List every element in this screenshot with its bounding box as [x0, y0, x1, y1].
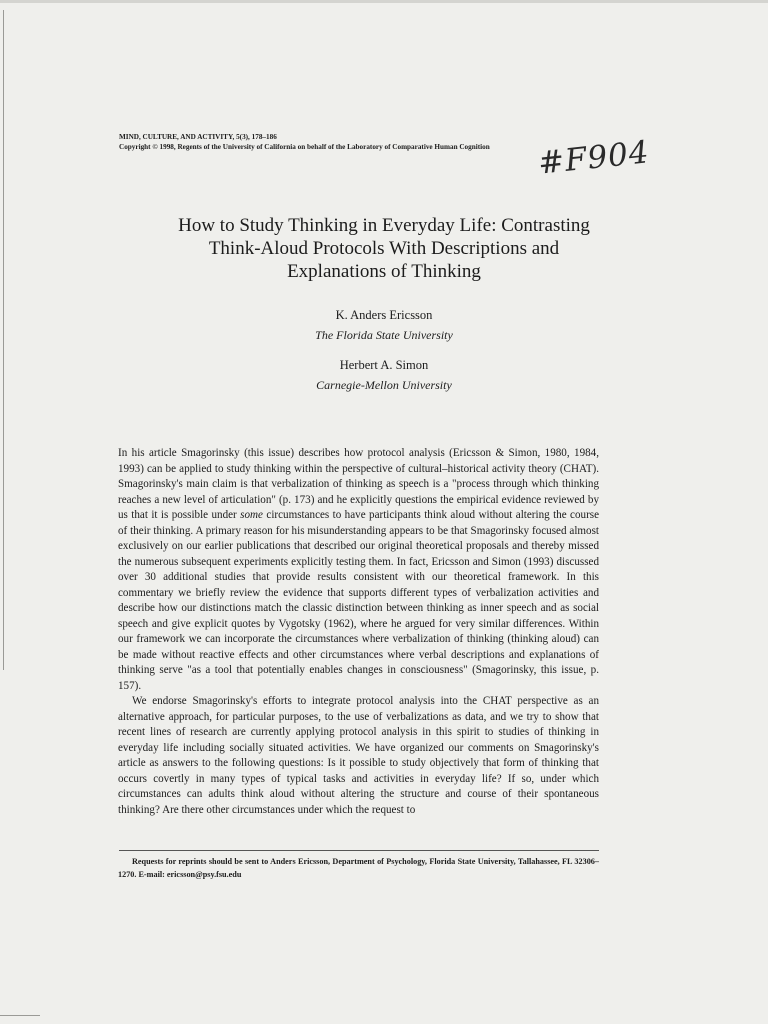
author-name: Herbert A. Simon — [339, 358, 429, 372]
scan-bottom-mark — [0, 1015, 40, 1016]
body-paragraph: We endorse Smagorinsky's efforts to integrate protocol analysis into the CHAT perspective as an alternative approach, for particular purposes, to the use of verbalizations as data, and we try to show that recent lines of research are currently applying protocol analysis in this spirit to studies of thinking in everyday life including socially situated activities. We have organized our comments on Smagorinsky's article as answers to the following questions: Is it possible to study objectively that form of thinking that occurs covertly in many types of typical tasks and activities in everyday life? If so, under which circumstances can adults think aloud without altering the structure and course of their spontaneous thinking? Are there other circumstances under which the request to — [118, 695, 599, 816]
handwritten-annotation: #F904 — [536, 134, 652, 182]
author-affiliation: The Florida State University — [315, 328, 453, 342]
article-body — [118, 446, 599, 818]
body-paragraph: In his article Smagorinsky (this issue) describes how protocol analysis (Ericsson & Simon, 1980, 1984, 1993) can be applied to study thinking within the perspective of cultural–historical activity theory (CHAT). Smagorinsky's main claim is that verbalization of thinking as speech is a "process through which thinking reaches a new level of articulation" (p. 173) and he explicitly questions the empirical evidence reviewed by us that it is possible under some circumstances to have participants think aloud without altering the course of their thinking. A primary reason for his misunderstanding appears to be that Smagorinsky focused almost exclusively on our earlier publications that described our original theoretical proposals and thereby missed the numerous subsequent experiments explicitly testing them. In fact, Ericsson and Simon (1993) discussed over 30 additional studies that provide results consistent with our theoretical framework. In this commentary we briefly review the evidence that supports different types of verbalization activities and describe how our distinctions match the classic distinction between thinking as inner speech and as social speech and give explicit quotes by Vygotsky (1962), where he argued for very similar differences. Within our framework we can incorporate the circumstances where verbalization of thinking (thinking aloud) can be made without reactive effects and other circumstances where verbal descriptions and explanations of thinking serve "as a tool that potentially enables changes in consciousness" (Smagorinsky, this issue, p. 157). — [118, 447, 600, 692]
author-affiliation: Carnegie-Mellon University — [316, 378, 452, 392]
journal-header — [119, 132, 599, 152]
title-line: Think-Aloud Protocols With Descriptions and — [208, 238, 560, 259]
author-name: K. Anders Ericsson — [335, 308, 433, 322]
scan-left-edge — [3, 10, 4, 670]
title-line: Explanations of Thinking — [287, 261, 481, 282]
title-line: How to Study Thinking in Everyday Life: Contrasting — [178, 215, 590, 236]
scan-top-edge — [0, 0, 768, 3]
emphasis-text: some — [240, 509, 263, 521]
copyright-line: Copyright © 1998, Regents of the University of California on behalf of the Laboratory of Comparative Human Cognition — [119, 143, 490, 151]
article-title — [119, 214, 649, 283]
journal-citation: MIND, CULTURE, AND ACTIVITY, 5(3), 178–186 — [119, 133, 277, 141]
footnote-divider — [119, 850, 599, 851]
reprint-footnote: Requests for reprints should be sent to Anders Ericsson, Department of Psychology, Florida State University, Tallahassee, FL 32306–1270. E-mail: ericsson@psy.fsu.edu — [118, 857, 599, 879]
